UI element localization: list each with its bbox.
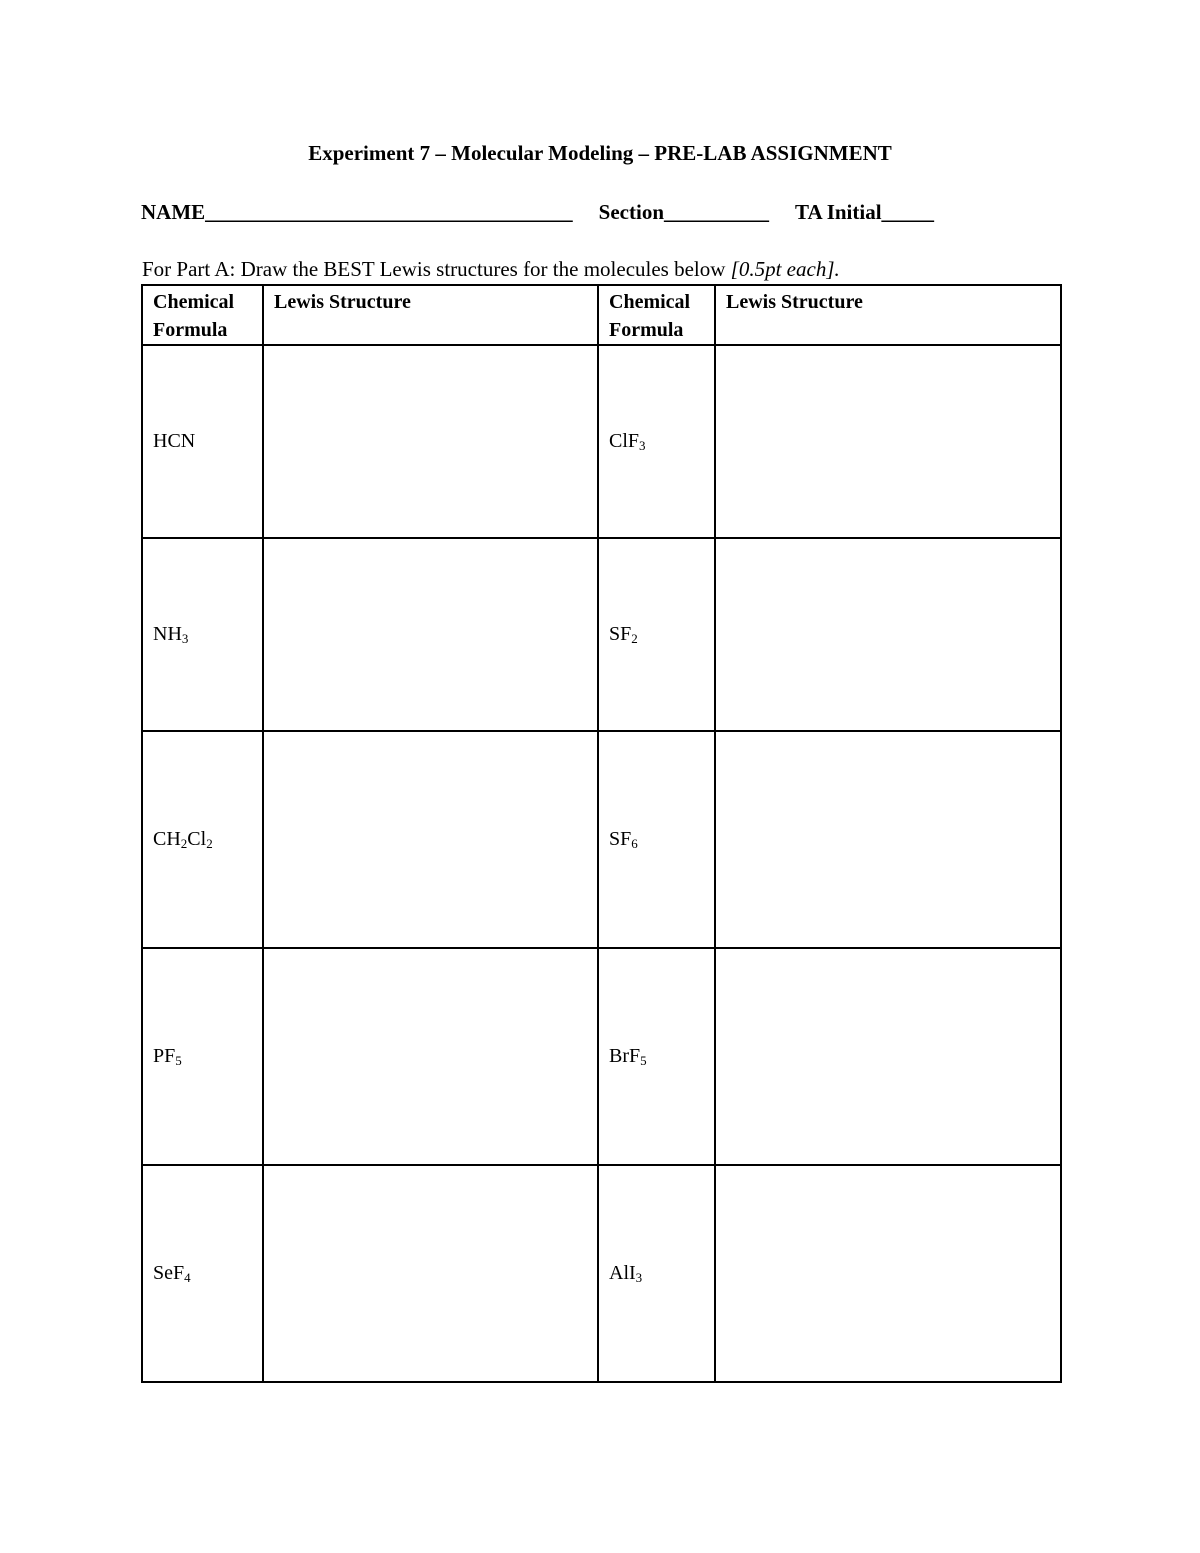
table-row [142, 345, 1061, 538]
chemical-formula: BrF$_5$ [609, 1045, 647, 1068]
formula-cell-right [598, 345, 715, 538]
chemical-formula: SeF$_4$ [153, 1262, 191, 1285]
table-row [142, 538, 1061, 731]
lewis-structure-cell-left[interactable] [263, 538, 598, 731]
formula-cell-right [598, 1165, 715, 1382]
chemical-formula: $PF_5$ [153, 1045, 182, 1068]
table-row [142, 948, 1061, 1165]
page-title: Experiment 7 – Molecular Modeling – PRE-LAB ASSIGNMENT [308, 141, 892, 165]
chemical-formula: AlI$_3$ [609, 1262, 643, 1285]
table-header-row [142, 285, 1061, 345]
lewis-structure-cell-right[interactable] [715, 538, 1061, 731]
header-lewis-left: Lewis Structure [263, 285, 598, 345]
formula-cell-left [142, 731, 263, 948]
table-row [142, 1165, 1061, 1382]
chemical-formula: $SF_6$ [609, 828, 638, 851]
points-note: [0.5pt each]. [730, 257, 840, 281]
chemical-formula: $NH_3$ [153, 623, 189, 646]
formula-cell-right [598, 538, 715, 731]
formula-cell-left [142, 948, 263, 1165]
table-row [142, 731, 1061, 948]
lewis-structure-cell-right[interactable] [715, 948, 1061, 1165]
header-formula-left: Chemical Formula [142, 285, 263, 345]
chemical-formula: $CH_2Cl_2$ [153, 828, 213, 851]
lewis-structure-cell-right[interactable] [715, 731, 1061, 948]
lewis-structure-cell-left[interactable] [263, 1165, 598, 1382]
lewis-structure-cell-left[interactable] [263, 731, 598, 948]
student-info-line [141, 200, 934, 225]
lewis-structure-cell-right[interactable] [715, 345, 1061, 538]
section-field[interactable]: Section__________ [598, 200, 769, 224]
formula-cell-left [142, 538, 263, 731]
header-formula-right: Chemical Formula [598, 285, 715, 345]
lewis-structure-cell-left[interactable] [263, 345, 598, 538]
chemical-formula: ClF$_3$ [609, 430, 646, 453]
name-field[interactable]: NAME___________________________________ [141, 200, 573, 224]
lewis-structure-cell-left[interactable] [263, 948, 598, 1165]
ta-initial-field[interactable]: TA Initial_____ [795, 200, 935, 224]
chemical-formula: HCN [153, 430, 196, 452]
formula-cell-left [142, 345, 263, 538]
formula-cell-left [142, 1165, 263, 1382]
formula-cell-right [598, 731, 715, 948]
formula-cell-right [598, 948, 715, 1165]
chemical-formula: $SF_2$ [609, 623, 638, 646]
lewis-structure-table [141, 284, 1062, 1383]
instructions-text: For Part A: Draw the BEST Lewis structures for the molecules below [142, 257, 731, 281]
lewis-structure-cell-right[interactable] [715, 1165, 1061, 1382]
header-lewis-right: Lewis Structure [715, 285, 1061, 345]
instructions [142, 257, 840, 282]
